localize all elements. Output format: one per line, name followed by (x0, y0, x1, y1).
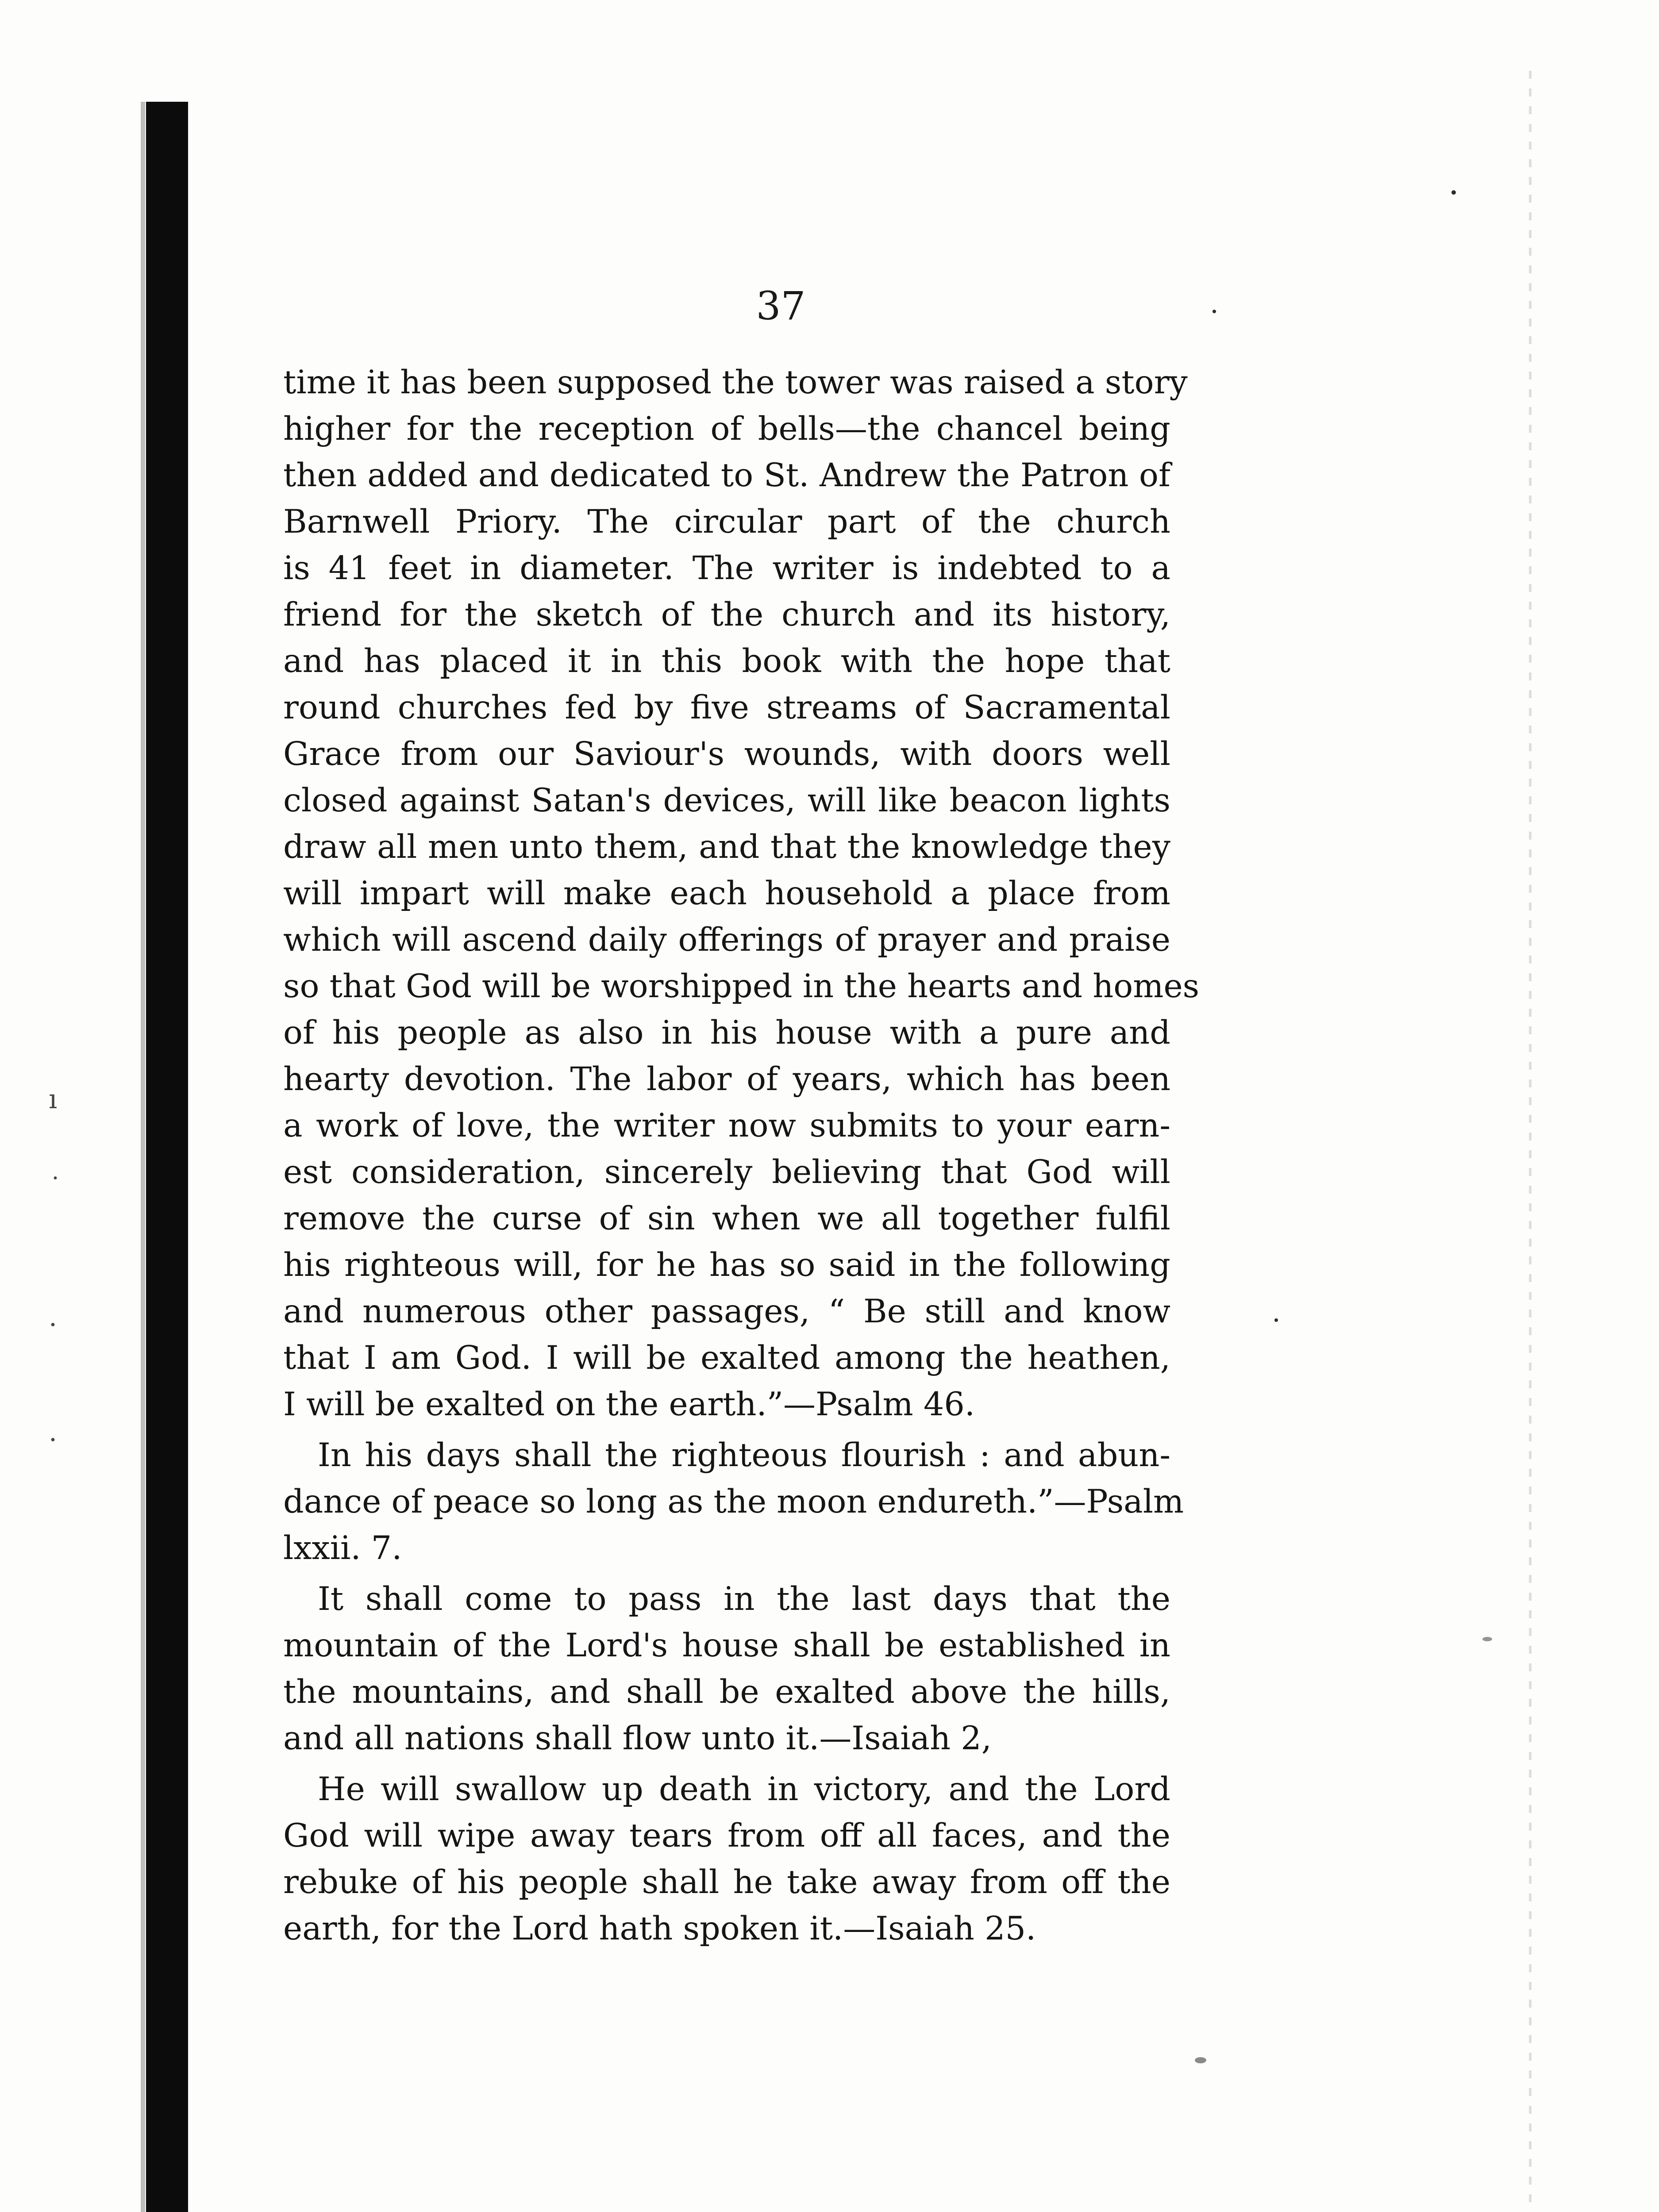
text-line: dance of peace so long as the moon endureth.”—Psalm (283, 1483, 1184, 1521)
paragraph (283, 1432, 1184, 1571)
text-line: He will swallow up death in victory, and the Lord (318, 1770, 1170, 1808)
text-line: closed against Satan's devices, will like beacon lights (283, 782, 1170, 819)
text-line: lxxii. 7. (283, 1529, 402, 1567)
text-line: then added and dedicated to St. Andrew the Patron of (283, 457, 1170, 494)
paragraph (283, 359, 1200, 1428)
text-line: and has placed it in this book with the hope that (283, 642, 1170, 680)
margin-artifact: · (49, 1425, 58, 1455)
text-line: In his days shall the righteous flourish : and abun- (318, 1436, 1170, 1474)
body-text (283, 359, 1200, 1956)
text-line: I will be exalted on the earth.”—Psalm 46. (283, 1386, 975, 1423)
text-line: round churches fed by five streams of Sacramental (283, 689, 1170, 726)
text-line: It shall come to pass in the last days that the (318, 1580, 1170, 1618)
text-line: est consideration, sincerely believing that God will (283, 1153, 1170, 1191)
text-line: will impart will make each household a place from (283, 875, 1170, 912)
margin-artifact: · (49, 1310, 58, 1340)
text-line: draw all men unto them, and that the knowledge they (283, 828, 1170, 866)
text-line: friend for the sketch of the church and its history, (283, 596, 1170, 634)
text-line: his righteous will, for he has so said in the following (283, 1246, 1170, 1284)
scan-speck (1195, 2057, 1206, 2063)
page-right-edge (1529, 71, 1532, 2212)
text-line: higher for the reception of bells—the chancel being (283, 410, 1170, 448)
text-line: Barnwell Priory. The circular part of the church (283, 503, 1170, 541)
text-line: and all nations shall flow unto it.—Isaiah 2, (283, 1720, 992, 1757)
text-line: rebuke of his people shall he take away from off the (283, 1863, 1170, 1901)
binding-edge-shadow (141, 102, 145, 2212)
margin-artifact: ı (49, 1084, 58, 1115)
text-line: hearty devotion. The labor of years, which has been (283, 1060, 1170, 1098)
scan-speck (1482, 1637, 1492, 1641)
text-line: God will wipe away tears from off all faces, and the (283, 1817, 1170, 1855)
text-line: of his people as also in his house with a pure and (283, 1014, 1170, 1052)
text-line: time it has been supposed the tower was raised a story (283, 364, 1188, 401)
text-line: a work of love, the writer now submits to your earn- (283, 1107, 1170, 1144)
text-line: that I am God. I will be exalted among the heathen, (283, 1339, 1170, 1377)
binding-edge (146, 102, 188, 2212)
margin-artifact: ˙ (49, 1172, 62, 1203)
text-line: and numerous other passages, “ Be still and know (283, 1293, 1170, 1330)
text-line: mountain of the Lord's house shall be established in (283, 1627, 1170, 1664)
page-number: 37 (756, 283, 806, 329)
paragraph (283, 1576, 1170, 1762)
paragraph (283, 1766, 1170, 1952)
text-line: remove the curse of sin when we all together fulfil (283, 1200, 1170, 1237)
scan-speck (1451, 190, 1456, 195)
scan-speck (1274, 1318, 1278, 1322)
text-line: so that God will be worshipped in the hearts and homes (283, 968, 1200, 1005)
text-line: is 41 feet in diameter. The writer is indebted to a (283, 549, 1170, 587)
text-line: the mountains, and shall be exalted above the hills, (283, 1673, 1170, 1711)
text-line: which will ascend daily offerings of prayer and praise (283, 921, 1170, 959)
text-line: earth, for the Lord hath spoken it.—Isaiah 25. (283, 1910, 1036, 1947)
text-line: Grace from our Saviour's wounds, with doors well (283, 735, 1170, 773)
